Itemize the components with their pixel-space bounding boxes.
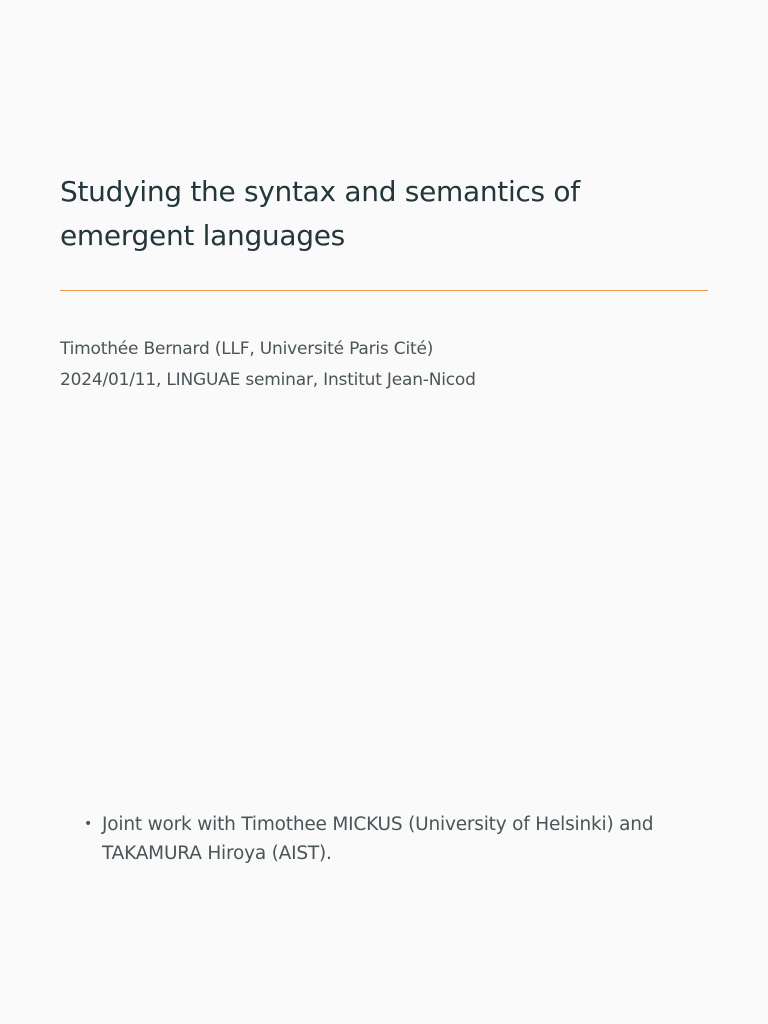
note-text: Joint work with Timothee MICKUS (University of Helsinki) and TAKAMURA Hiroya (AIST). <box>102 814 654 864</box>
list-item <box>84 810 704 868</box>
notes-list <box>84 810 704 868</box>
date-event-line: 2024/01/11, LINGUAE seminar, Institut Jean-Nicod <box>60 370 476 390</box>
slide-title: Studying the syntax and semantics of emergent languages <box>60 175 580 252</box>
bullet-icon: • <box>84 816 93 832</box>
author-line: Timothée Bernard (LLF, Université Paris Cité) <box>60 339 434 359</box>
title-divider <box>60 290 708 291</box>
